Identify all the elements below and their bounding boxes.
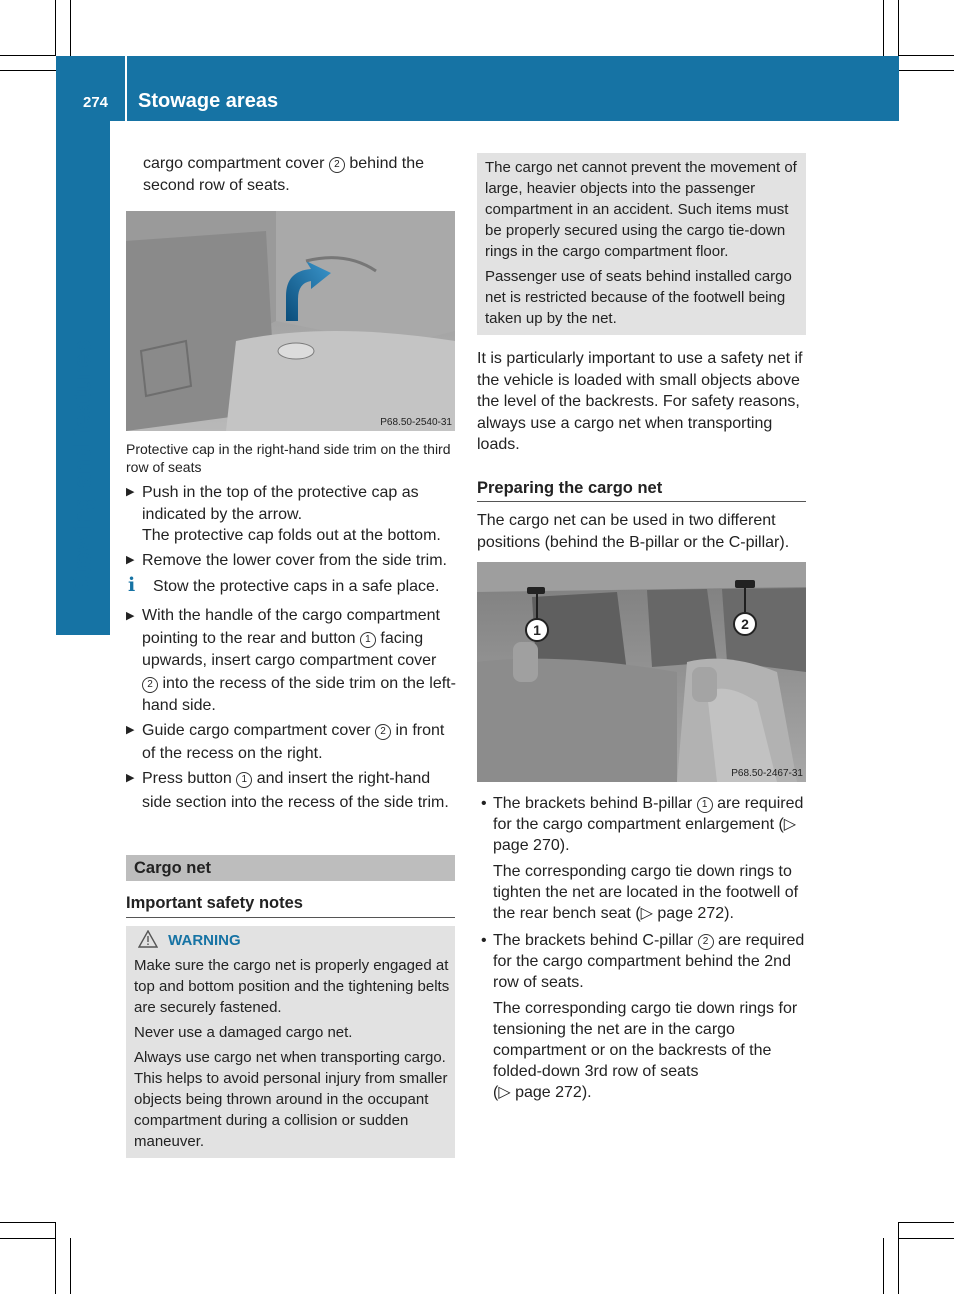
warning-label: WARNING xyxy=(168,932,241,949)
heading-rule xyxy=(477,501,806,502)
bullet-subtext: (▷ page 272). xyxy=(493,1084,592,1102)
note-paragraph: The cargo net cannot prevent the movement of large, heavier objects into the passenger compartment in an accident. Such items must be properly secured using the cargo tie-down rings in the cargo compartment floor. xyxy=(485,159,797,260)
crop-mark xyxy=(883,0,884,56)
intro-line1: cargo compartment cover xyxy=(143,155,325,172)
crop-mark xyxy=(899,55,954,56)
list-item xyxy=(126,719,456,765)
crop-mark xyxy=(898,0,899,56)
photo-caption: Protective cap in the right-hand side trim on the third row of seats xyxy=(126,441,451,475)
step-text: Press button xyxy=(142,770,232,787)
step-text: Remove the lower cover from the side trim. xyxy=(142,552,447,569)
callout-number: 1 xyxy=(360,632,376,648)
safety-notes-heading: Important safety notes xyxy=(126,894,303,912)
paragraph: It is particularly important to use a safety net if the vehicle is loaded with small objects above the level of the backrests. For safety reasons, always use a cargo net when transporting loads. xyxy=(477,350,803,453)
section-title: Stowage areas xyxy=(138,90,279,112)
intro-line1-end: behind the xyxy=(349,155,425,172)
side-tab-label: Stowing and features xyxy=(68,339,97,593)
callout-number: 1 xyxy=(697,797,713,813)
list-item xyxy=(477,793,809,924)
step-text: With the handle of the cargo compartment pointing to the rear and button xyxy=(142,607,440,647)
bullet-text: are required for the cargo compartment behind the 2nd row of seats. xyxy=(493,932,805,992)
step-arrow-icon: ▶ xyxy=(126,610,135,622)
crop-mark xyxy=(898,1222,899,1294)
step-arrow-icon: ▶ xyxy=(126,486,135,498)
cargo-net-brackets-photo xyxy=(477,562,806,782)
protective-cap-photo xyxy=(126,211,455,431)
crop-mark xyxy=(55,0,56,56)
step-text: in front of the recess on the right. xyxy=(142,722,445,762)
car-interior-illustration xyxy=(477,562,806,782)
intro-line2: second row of seats. xyxy=(143,176,290,194)
warning-paragraph: Always use cargo net when transporting cargo. This helps to avoid personal injury from smaller objects being thrown around in the occupant compartment during a collision or sudden maneuver. xyxy=(134,1049,448,1150)
callout-number: 1 xyxy=(236,772,252,788)
list-item xyxy=(126,482,456,547)
warning-paragraph: Make sure the cargo net is properly engaged at top and bottom position and the tightening belts are securely fastened. xyxy=(134,957,450,1016)
info-note xyxy=(126,576,467,598)
intro-text xyxy=(143,153,455,196)
warning-triangle-icon xyxy=(138,930,158,948)
crop-mark xyxy=(0,55,56,56)
callout-number: 2 xyxy=(375,724,391,740)
bullet-dot: • xyxy=(481,932,487,949)
crop-mark xyxy=(0,70,56,71)
photo-ref-code: P68.50-2467-31 xyxy=(731,768,803,779)
info-icon: i xyxy=(128,574,136,596)
crop-mark xyxy=(0,1222,56,1223)
warning-paragraph: Never use a damaged cargo net. xyxy=(134,1024,353,1041)
bullet-subtext: The corresponding cargo tie down rings to tighten the net are located in the footwell of the rear bench seat (▷ page 272). xyxy=(493,862,799,923)
step-arrow-icon: ▶ xyxy=(126,772,135,784)
step-text: facing upwards, insert cargo compartment cover xyxy=(142,629,437,669)
callout-number: 2 xyxy=(329,157,345,173)
photo-label-1: 1 xyxy=(533,622,541,638)
callout-number: 2 xyxy=(142,677,158,693)
photo-ref-code: P68.50-2540-31 xyxy=(380,417,452,428)
prep-text: The cargo net can be used in two different positions (behind the B-pillar or the C-pillar). xyxy=(477,512,790,551)
protective-cap-illustration xyxy=(126,211,455,431)
crop-mark xyxy=(0,1238,56,1239)
bullet-dot: • xyxy=(481,795,487,812)
warning-title xyxy=(138,930,241,952)
prep-heading: Preparing the cargo net xyxy=(477,479,663,497)
step-text: and insert the right-hand side section into the recess of the side trim. xyxy=(142,770,449,811)
crop-mark xyxy=(55,1222,56,1294)
crop-mark xyxy=(883,1238,884,1294)
cargo-net-heading: Cargo net xyxy=(134,859,212,877)
crop-mark xyxy=(899,1222,954,1223)
info-text: Stow the protective caps in a safe place. xyxy=(153,578,440,595)
bullet-text: The brackets behind C-pillar xyxy=(493,932,694,949)
step-text: Guide cargo compartment cover xyxy=(142,722,371,739)
list-item xyxy=(126,605,456,718)
photo-label-2: 2 xyxy=(741,616,749,632)
step-result: The protective cap folds out at the bottom. xyxy=(142,527,441,544)
note-box-body xyxy=(485,157,801,329)
warning-body xyxy=(134,955,450,1152)
step-text: Push in the top of the protective cap as indicated by the arrow. xyxy=(142,484,419,523)
step-text: into the recess of the side trim on the left-hand side. xyxy=(142,674,456,714)
step-arrow-icon: ▶ xyxy=(126,554,135,566)
page-number: 274 xyxy=(83,94,109,111)
list-item xyxy=(126,550,456,572)
bullet-subtext: The corresponding cargo tie down rings for tensioning the net are in the cargo compartment or on the backrests of the folded-down 3rd row of seats xyxy=(493,999,798,1081)
header-divider xyxy=(125,56,127,121)
heading-rule xyxy=(126,917,455,918)
crop-mark xyxy=(899,1238,954,1239)
callout-number: 2 xyxy=(698,934,714,950)
step-arrow-icon: ▶ xyxy=(126,724,135,736)
list-item xyxy=(477,930,809,1104)
crop-mark xyxy=(70,0,71,56)
crop-mark xyxy=(899,70,954,71)
note-paragraph: Passenger use of seats behind installed cargo net is restricted because of the footwell being taken up by the net. xyxy=(485,268,792,327)
bullet-text: The brackets behind B-pillar xyxy=(493,795,693,812)
crop-mark xyxy=(70,1238,71,1294)
bullet-text: are required for the cargo compartment enlargement (▷ page 270). xyxy=(493,795,804,855)
list-item xyxy=(126,767,456,814)
